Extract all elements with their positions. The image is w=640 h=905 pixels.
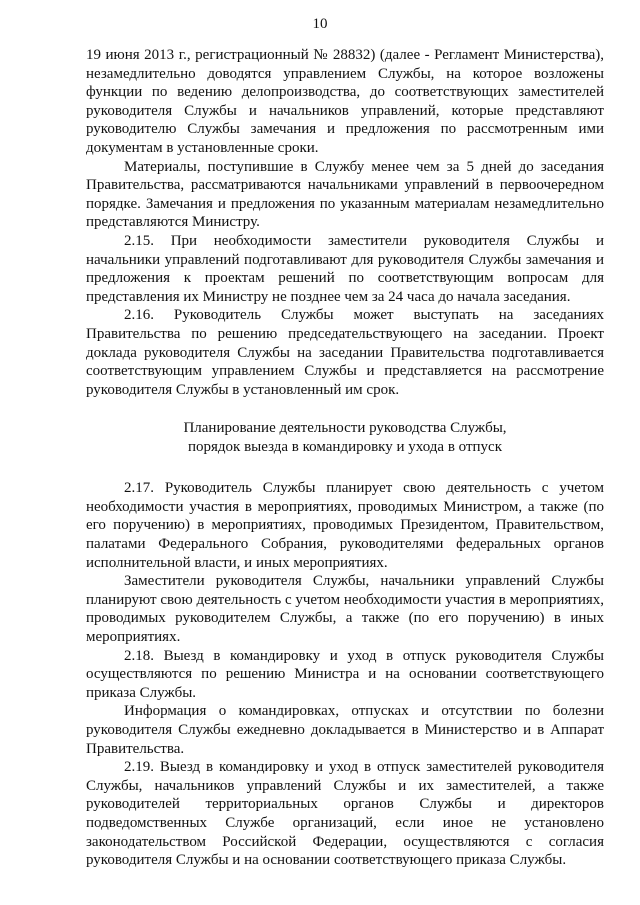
- paragraph: Информация о командировках, отпусках и отсутствии по болезни руководителя Службы ежедневно докладывается в Министерство и в Аппарат Правительства.: [86, 703, 604, 757]
- section-heading: [86, 419, 604, 457]
- section-heading-line-2: порядок выезда в командировку и ухода в отпуск: [188, 439, 502, 456]
- paragraph-2-17: 2.17. Руководитель Службы планирует свою деятельность с учетом необходимости участия в мероприятиях, проводимых Министром, а также (по его поручению) в мероприятиях, проводимых Президентом, Правительством, палатами Федерального Собрания, руководителями федеральных органов исполнительной власти, и иных мероприятиях.: [86, 480, 604, 571]
- document-body: [86, 46, 604, 870]
- paragraphs-bottom: [86, 479, 604, 869]
- paragraph-2-18: 2.18. Выезд в командировку и уход в отпуск руководителя Службы осуществляются по решению Министра и на основании соответствующего приказа Службы.: [86, 647, 604, 701]
- paragraph-2-15: 2.15. При необходимости заместители руководителя Службы и начальники управлений подготавливают для руководителя Службы замечания и предложения к проектам решений по соответствующим вопросам для представления их Министру не позднее чем за 24 часа до начала заседания.: [86, 232, 604, 305]
- section-heading-line-1: Планирование деятельности руководства Службы,: [183, 420, 507, 437]
- paragraphs-top: [86, 46, 604, 399]
- paragraph: 19 июня 2013 г., регистрационный № 28832) (далее - Регламент Министерства), незамедлительно доводятся управлением Службы, на которое возложены функции по ведению делопроизводства, до соответствующих заместителей руководителя Службы и начальников управлений, которые представляют руководителю Службы замечания и предложения по рассмотренным ими документам в установленные сроки.: [86, 47, 604, 156]
- paragraph-2-19: 2.19. Выезд в командировку и уход в отпуск заместителей руководителя Службы, начальников управлений Службы и их заместителей, а также руководителей территориальных органов Службы и директоров подведомственных Службе организаций, если иное не установлено законодательством Российской Федерации, осуществляются с согласия руководителя Службы и на основании соответствующего приказа Службы.: [86, 759, 604, 869]
- paragraph: Заместители руководителя Службы, начальники управлений Службы планируют свою деятельность с учетом необходимости участия в мероприятиях, проводимых руководителем Службы, а также (по его поручению) в иных мероприятиях.: [86, 573, 604, 646]
- paragraph: Материалы, поступившие в Службу менее чем за 5 дней до заседания Правительства, рассматриваются начальниками управлений в первоочередном порядке. Замечания и предложения по указанным материалам незамедлительно представляются Министру.: [86, 158, 604, 231]
- page-number: 10: [312, 16, 328, 32]
- paragraph-2-16: 2.16. Руководитель Службы может выступать на заседаниях Правительства по решению председательствующего на заседании. Проект доклада руководителя Службы на заседании Правительства подготавливается соответствующим управлением Службы и представляется на рассмотрение руководителя Службы в установленный им срок.: [86, 307, 604, 398]
